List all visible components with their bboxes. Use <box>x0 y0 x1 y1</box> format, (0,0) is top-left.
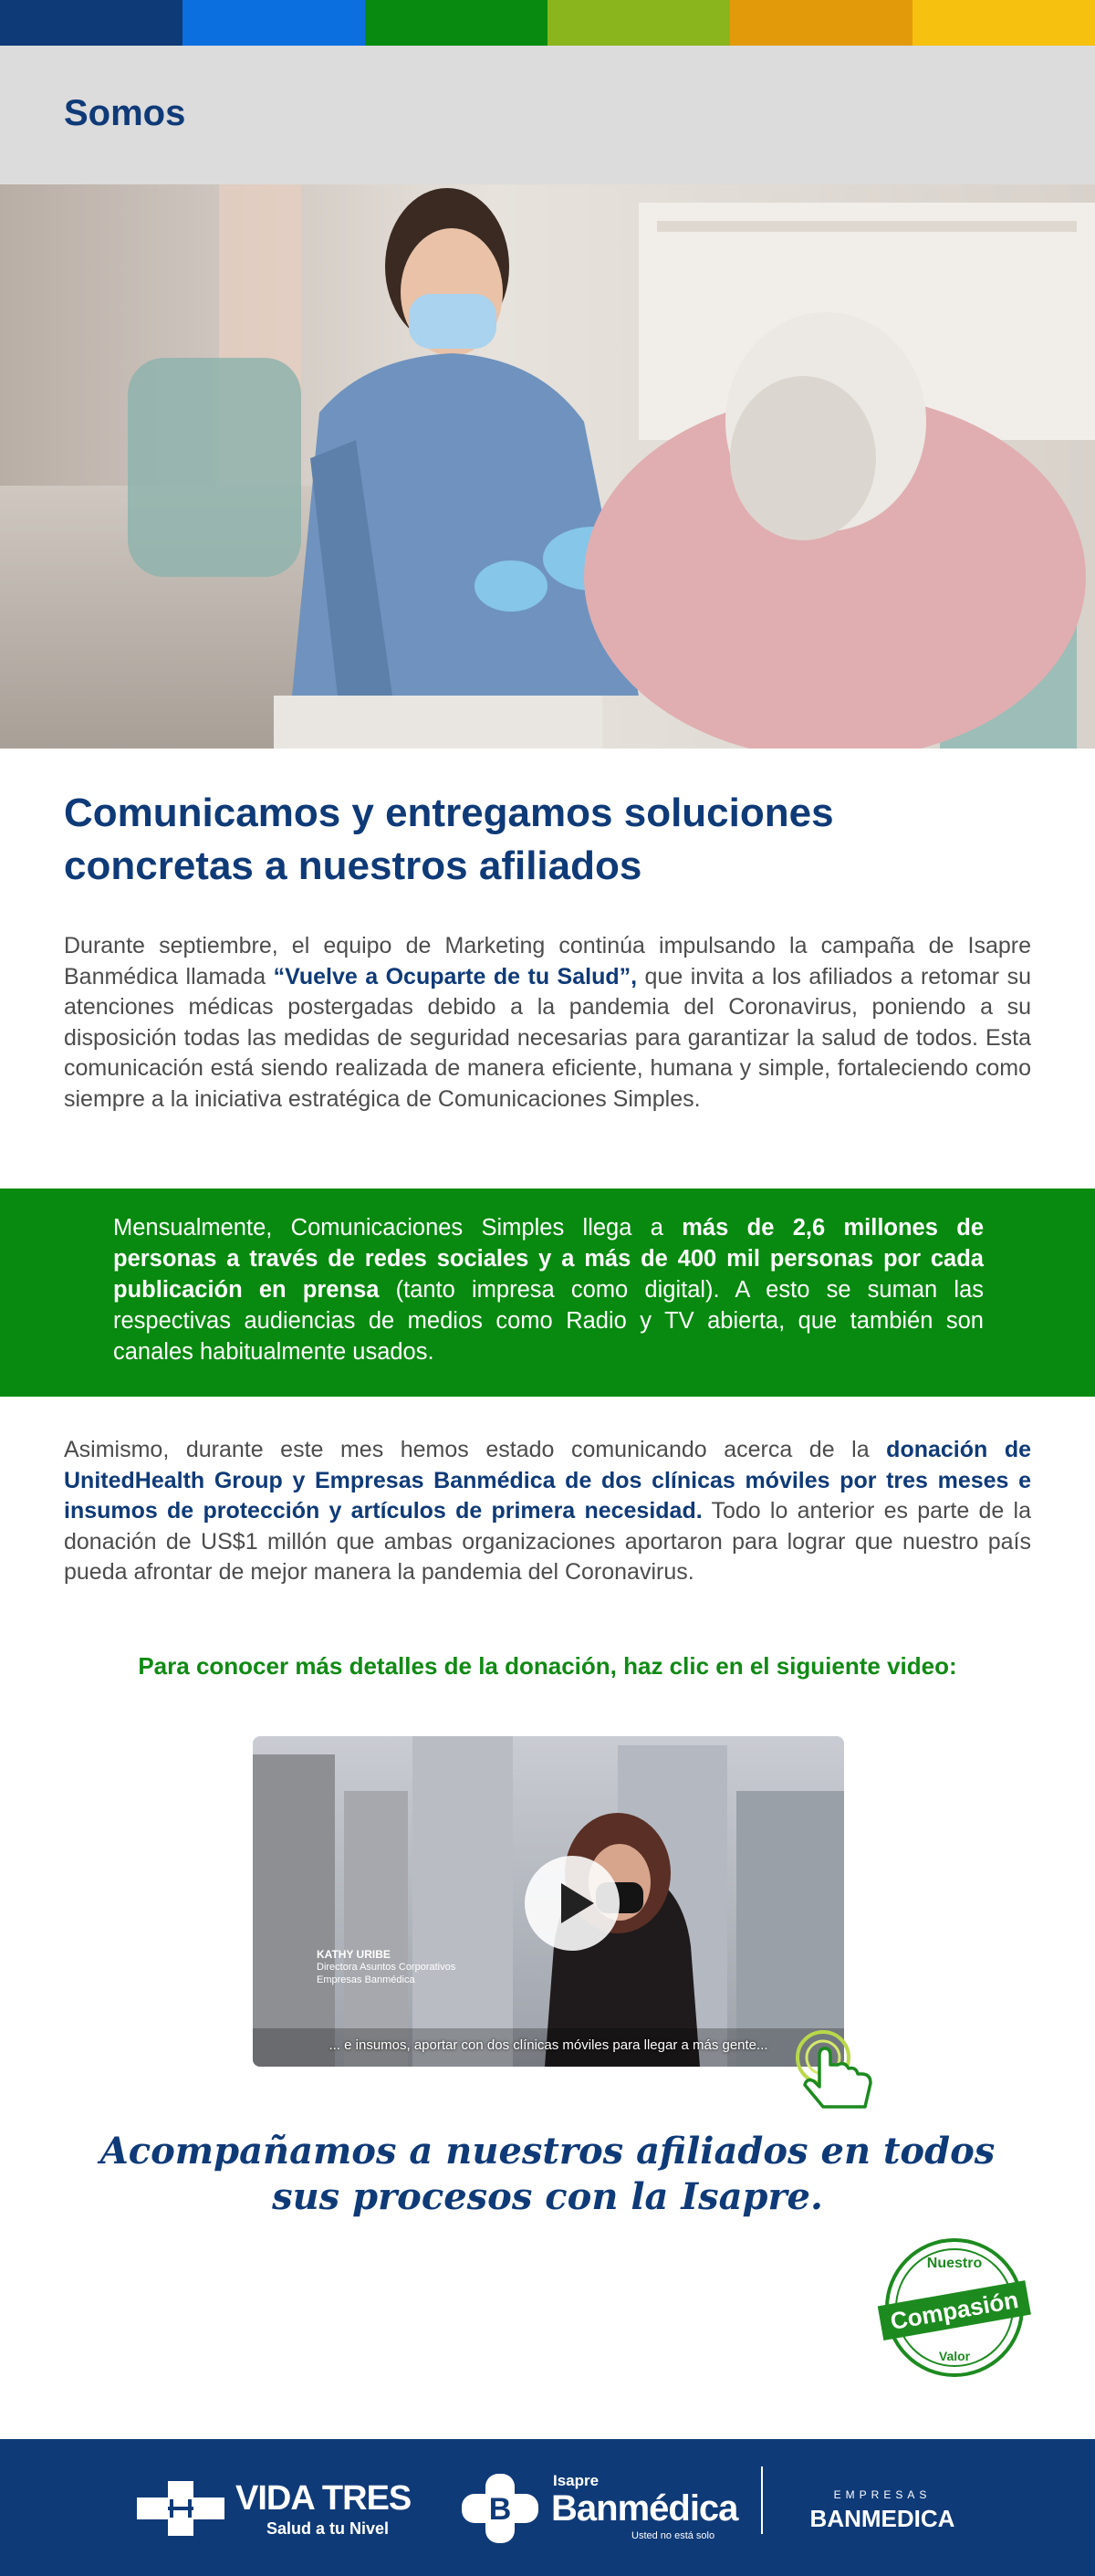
color-bar-segment <box>0 0 182 46</box>
section-header <box>0 46 1095 184</box>
banmedica-prefix: Isapre <box>553 2472 600 2489</box>
svg-text:B: B <box>488 2492 512 2527</box>
stamp-top-text: Nuestro <box>926 2256 983 2271</box>
article-heading-line: Comunicamos y entregamos soluciones <box>64 791 834 835</box>
quote-line: Acompañamos a nuestros afiliados en todos <box>99 2130 996 2173</box>
video-subtitle: ... e insumos, aportar con dos clínicas móviles para llegar a más gente... <box>328 2037 768 2053</box>
value-stamp <box>874 2235 1035 2381</box>
paragraph-text: Asimismo, durante este mes hemos estado comunicando acerca de la <box>64 1437 887 1462</box>
highlight-text <box>113 1212 984 1367</box>
hero-photo <box>0 184 1095 749</box>
campaign-name: “Vuelve a Ocuparte de tu Salud”, <box>273 963 638 990</box>
footer-logos <box>0 2439 1095 2576</box>
color-bar-segment <box>912 0 1095 46</box>
color-bar-segment <box>365 0 548 46</box>
banmedica-tagline: Usted no está solo <box>631 2530 715 2541</box>
play-icon[interactable] <box>525 1856 620 1951</box>
article-paragraph <box>64 931 1031 1115</box>
article-paragraph <box>64 1435 1031 1588</box>
highlight-text-part: (tanto impresa como digital). A esto se suman las respectivas audiencias de medios como Radio y TV abierta, que también son canales habitualmente usados. <box>113 1277 985 1365</box>
paragraph-text: que invita a los afiliados a retomar su atenciones médicas postergadas debido a la pandemia del Coronavirus, poniendo a su disposición todas las medidas de seguridad necesarias para garantizar la salud de todos. Esta comunicación está siendo realizada de manera eficiente, humana y simple, fortaleciendo como siempre a la iniciativa estratégica de Comunicaciones Simples. <box>64 963 1031 1112</box>
footer-divider <box>761 2466 763 2534</box>
top-color-bar <box>0 0 1095 46</box>
highlight-band <box>0 1189 1095 1397</box>
color-bar-segment <box>548 0 730 46</box>
speaker-role: Directora Asuntos Corporativos <box>317 1962 456 1973</box>
hero-illustration <box>0 184 1095 749</box>
banmedica-name: Banmédica <box>551 2488 738 2529</box>
article-heading-line: concretas a nuestros afiliados <box>64 843 642 888</box>
closing-quote <box>0 2129 1095 2220</box>
quote-line: sus procesos con la Isapre. <box>272 2175 823 2218</box>
empresas-banmedica-name: BANMEDICA <box>809 2505 955 2532</box>
speaker-tag <box>317 1948 455 1986</box>
empresas-label: EMPRESAS <box>833 2488 932 2501</box>
vidatres-name: VIDA TRES <box>235 2479 412 2518</box>
video-player[interactable] <box>253 1736 844 2067</box>
donation-highlight: donación de UnitedHealth Group y Empresas Banmédica de dos clínicas móviles por tres meses e insumos de protección y artículos de primera necesidad. <box>64 1437 1032 1524</box>
stamp-center-text: Compasión <box>888 2285 1021 2336</box>
speaker-company: Empresas Banmédica <box>317 1974 415 1985</box>
hand-pointer-icon[interactable] <box>792 2023 887 2114</box>
speaker-name: KATHY URIBE <box>317 1948 391 1961</box>
paragraph-text: Durante septiembre, el equipo de Marketing continúa impulsando la campaña de Isapre Banmédica llamada <box>64 933 1031 990</box>
paragraph-text: Todo lo anterior es parte de la donación de US$1 millón que ambas organizaciones aportaron para lograr que nuestro país pueda afrontar de mejor manera la pandemia del Coronavirus. <box>64 1498 1031 1585</box>
highlight-text-part: Mensualmente, Comunicaciones Simples llega a <box>113 1215 683 1241</box>
stamp-bottom-text: Valor <box>938 2349 971 2363</box>
section-title: Somos <box>64 93 186 133</box>
banmedica-logo-icon <box>458 2472 542 2545</box>
color-bar-segment <box>182 0 365 46</box>
article-heading <box>64 787 1031 893</box>
highlight-figures: más de 2,6 millones de personas a través de redes sociales y a más de 400 mil personas por cada publicación en prensa <box>113 1215 985 1303</box>
video-call-to-action: Para conocer más detalles de la donación, haz clic en el siguiente video: <box>138 1652 957 1680</box>
vidatres-logo-icon <box>137 2481 224 2536</box>
color-bar-segment <box>730 0 912 46</box>
vidatres-tagline: Salud a tu Nivel <box>266 2519 390 2538</box>
